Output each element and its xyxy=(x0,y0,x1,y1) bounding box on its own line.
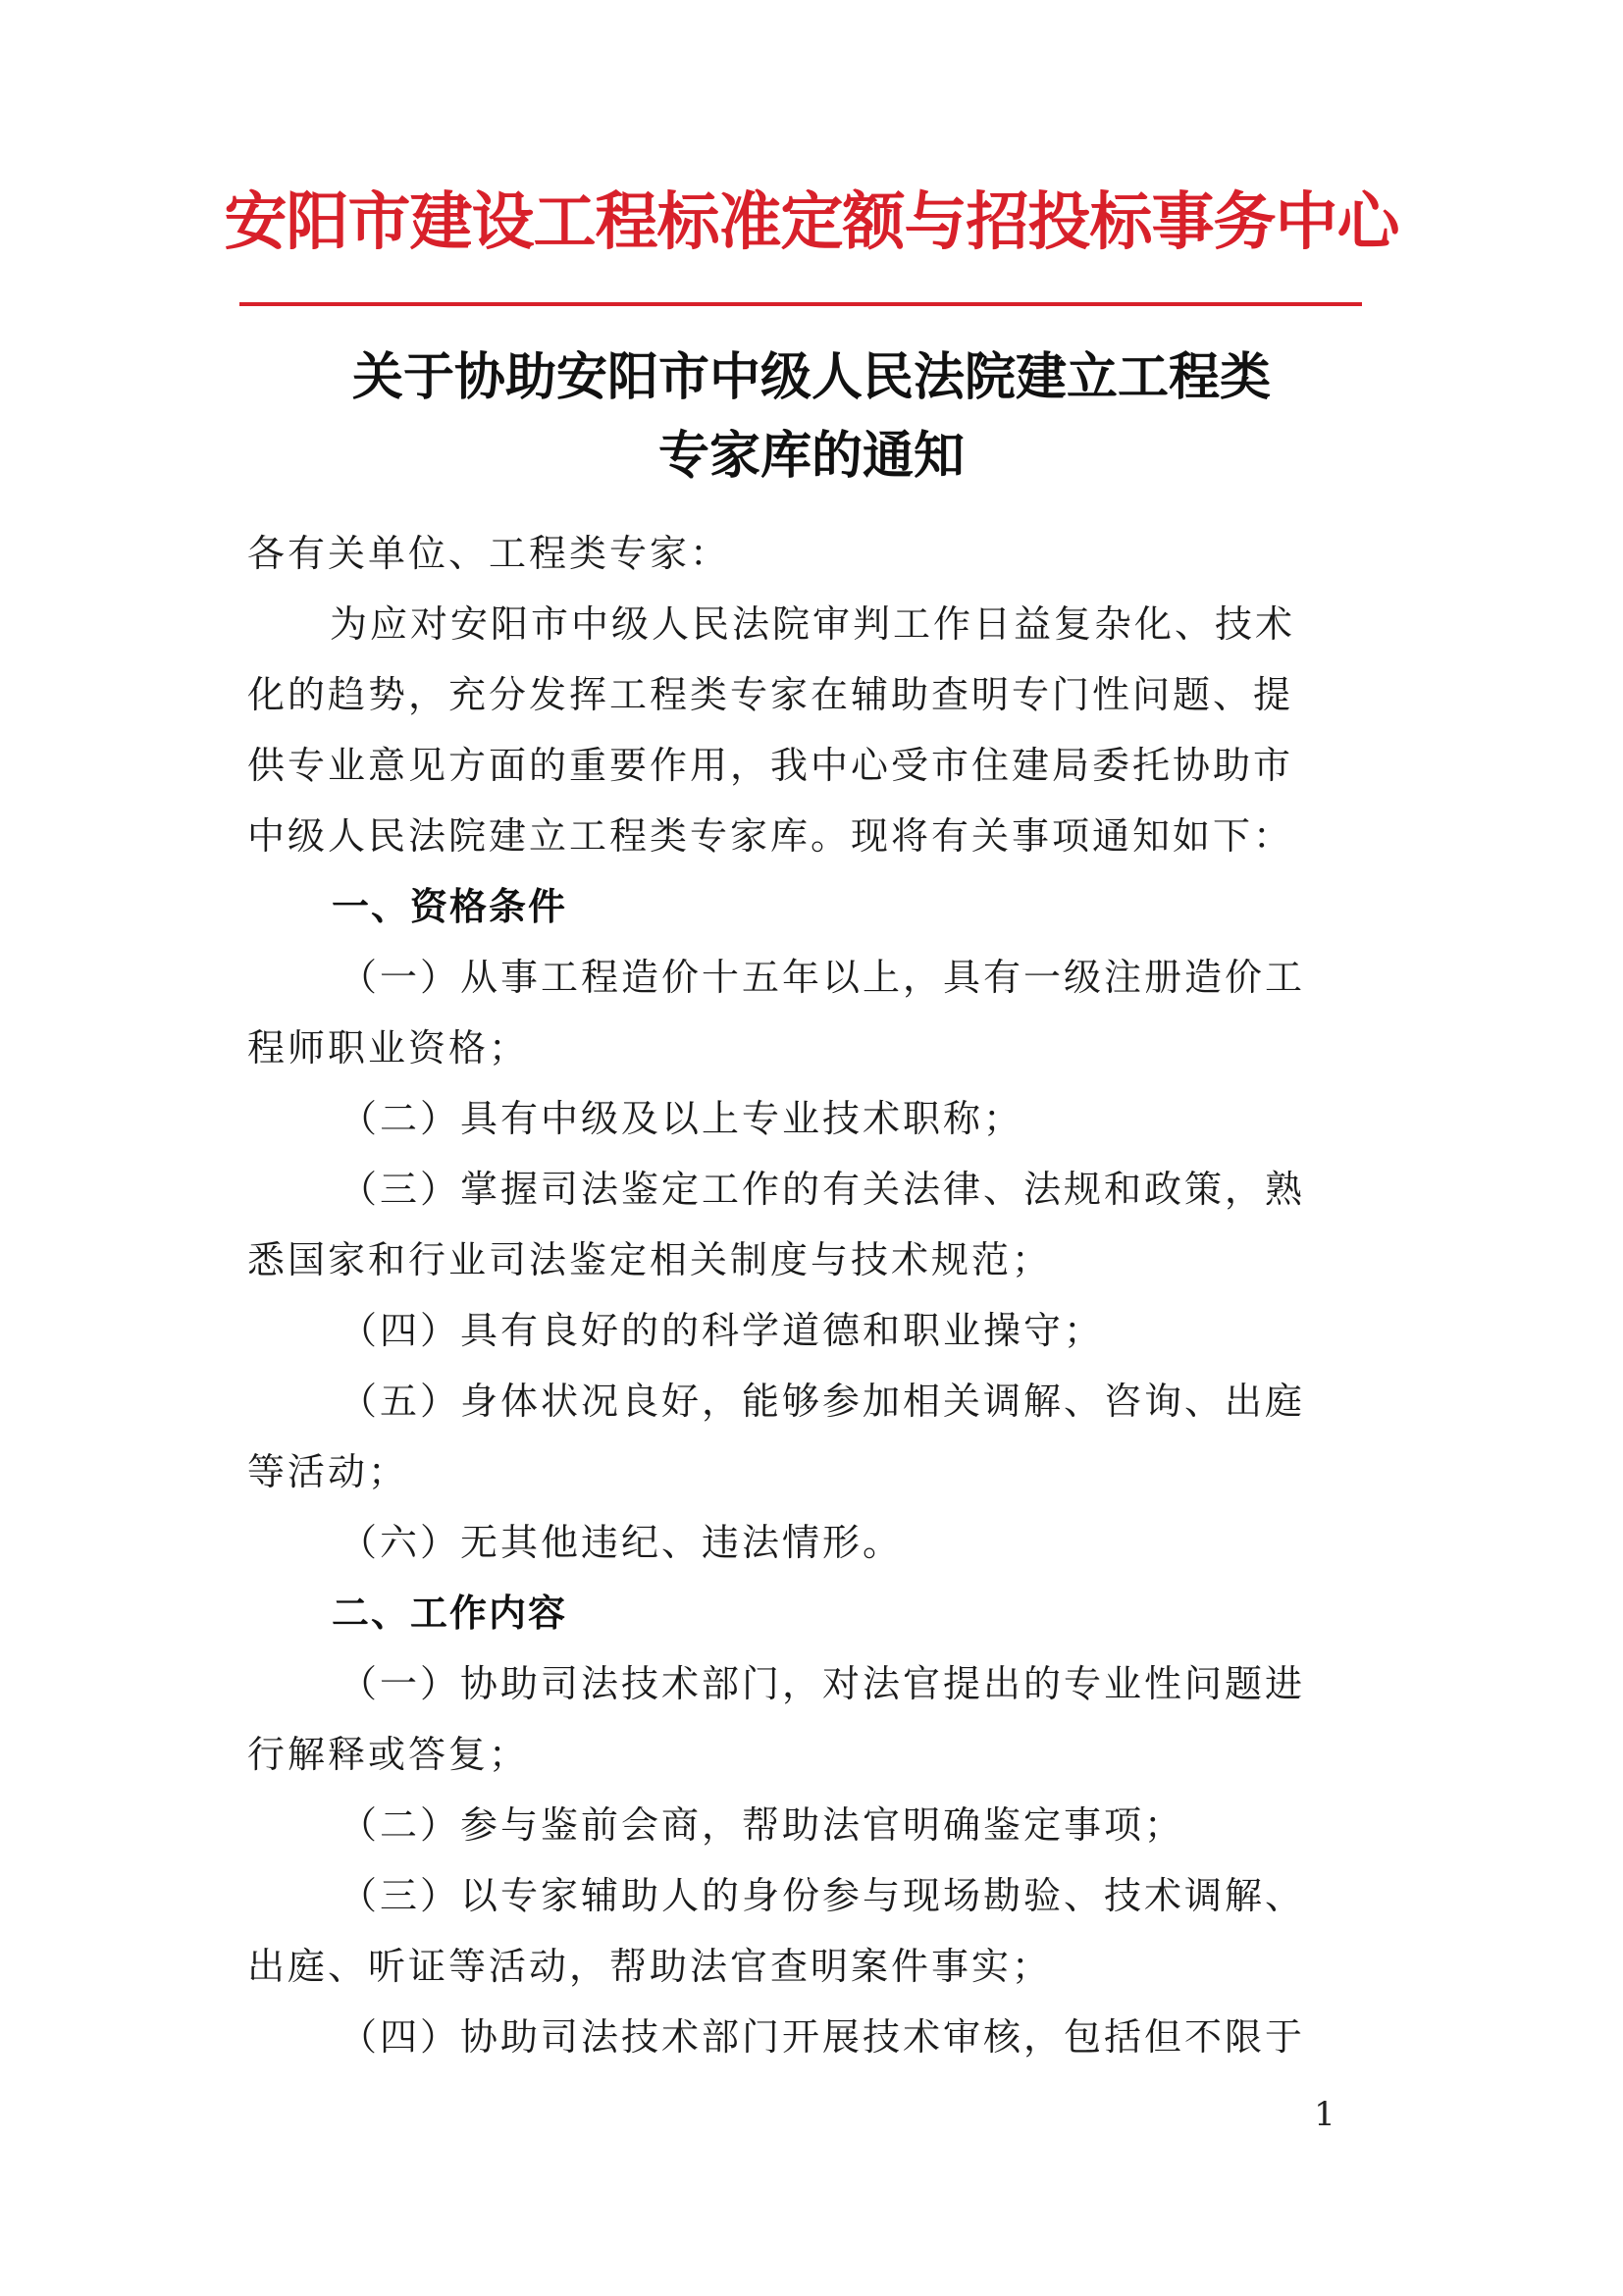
qualification-line: （一）从事工程造价十五年以上，具有一级注册造价工 xyxy=(340,956,1306,999)
work-content-line: （一）协助司法技术部门，对法官提出的专业性问题进 xyxy=(340,1662,1306,1705)
qualification-line: 程师职业资格； xyxy=(247,1026,530,1070)
qualification-line: 等活动； xyxy=(247,1450,409,1493)
salutation: 各有关单位、工程类专家： xyxy=(247,532,731,575)
work-content-line: （三）以专家辅助人的身份参与现场勘验、技术调解、 xyxy=(340,1874,1306,1917)
page-number: 1 xyxy=(1314,2095,1335,2134)
work-content-line: （四）协助司法技术部门开展技术审核，包括但不限于 xyxy=(340,2015,1306,2059)
red-header-rule xyxy=(239,302,1362,306)
qualification-line: 悉国家和行业司法鉴定相关制度与技术规范； xyxy=(247,1238,1053,1281)
intro-line: 为应对安阳市中级人民法院审判工作日益复杂化、技术 xyxy=(330,602,1296,646)
qualification-line: （二）具有中级及以上专业技术职称； xyxy=(340,1097,1024,1140)
intro-line: 中级人民法院建立工程类专家库。现将有关事项通知如下： xyxy=(247,814,1294,858)
intro-line: 化的趋势，充分发挥工程类专家在辅助查明专门性问题、提 xyxy=(247,673,1294,716)
qualification-line: （六）无其他违纪、违法情形。 xyxy=(340,1521,904,1564)
qualification-line: （三）掌握司法鉴定工作的有关法律、法规和政策，熟 xyxy=(340,1168,1306,1211)
section-heading-work-content: 二、工作内容 xyxy=(332,1592,568,1635)
qualification-line: （五）身体状况良好，能够参加相关调解、咨询、出庭 xyxy=(340,1380,1306,1423)
work-content-line: （二）参与鉴前会商，帮助法官明确鉴定事项； xyxy=(340,1803,1185,1847)
issuing-organization-header: 安阳市建设工程标准定额与招投标事务中心 xyxy=(224,186,1399,259)
section-heading-qualifications: 一、资格条件 xyxy=(332,885,568,928)
qualification-line: （四）具有良好的的科学道德和职业操守； xyxy=(340,1309,1105,1352)
work-content-line: 出庭、听证等活动，帮助法官查明案件事实； xyxy=(247,1945,1053,1988)
document-title-line-2: 专家库的通知 xyxy=(657,426,965,486)
intro-line: 供专业意见方面的重要作用，我中心受市住建局委托协助市 xyxy=(247,744,1294,787)
work-content-line: 行解释或答复； xyxy=(247,1733,530,1776)
document-title-line-1: 关于协助安阳市中级人民法院建立工程类 xyxy=(351,347,1271,407)
